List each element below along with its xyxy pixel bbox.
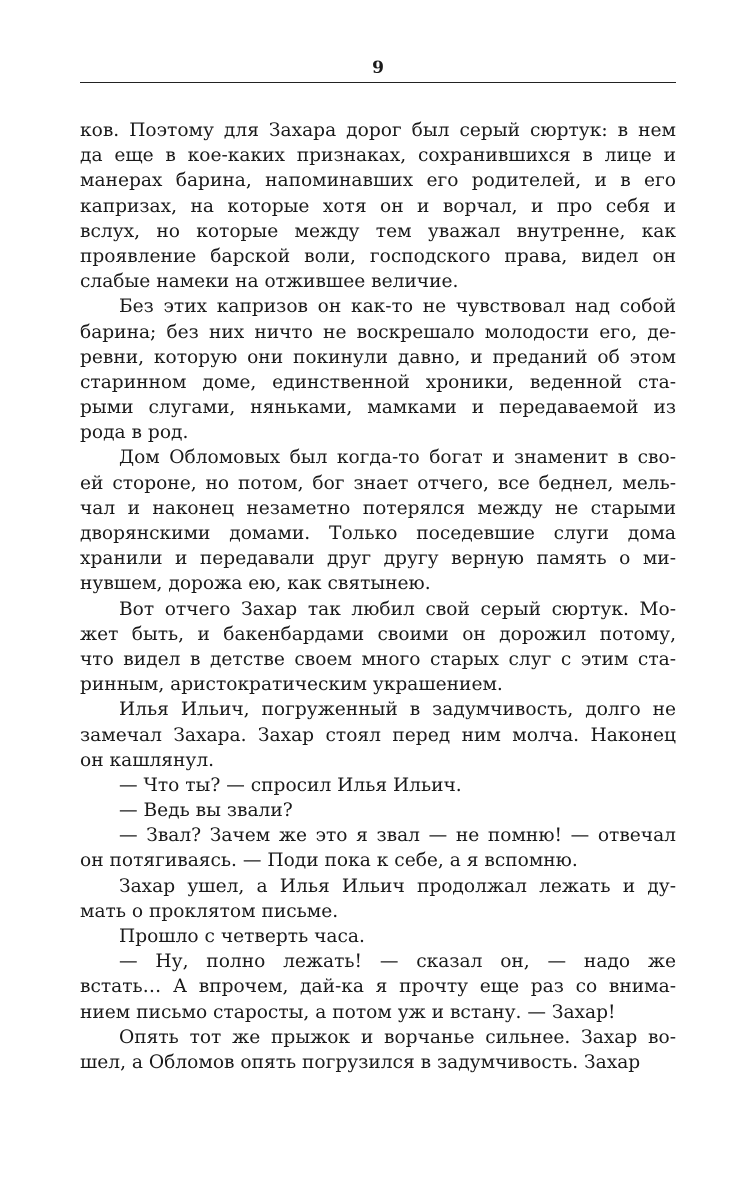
text-line: мать о проклятом письме. (80, 900, 339, 922)
text-line: ревни, которую они покинули давно, и преданий об этом (80, 346, 676, 368)
text-line: да еще в кое-каких признаках, сохранившихся в лице и (80, 145, 676, 167)
text-line: — Ну, полно лежать! — сказал он, — надо же (119, 951, 676, 973)
text-line: нувшем, дорожа ею, как святынею. (80, 573, 431, 595)
text-line: он кашлянул. (80, 749, 215, 771)
text-line: — Что ты? — спросил Илья Ильич. (119, 774, 462, 796)
text-line: рыми слугами, няньками, мамками и передаваемой из (80, 397, 676, 419)
text-line: шел, а Обломов опять погрузился в задумчивость. Захар (80, 1051, 641, 1073)
text-line: дворянскими домами. Только поседевшие слуги дома (80, 523, 676, 544)
text-line: хранили и передавали друг другу верную память о ми- (80, 548, 676, 570)
header-rule (80, 82, 676, 83)
text-line: что видел в детстве своем много старых слуг с этим ста- (80, 648, 676, 670)
paragraph (80, 294, 676, 445)
body-text (80, 118, 676, 1075)
paragraph (80, 798, 676, 823)
text-line: Без этих капризов он как-то не чувствовал над собой (119, 296, 676, 318)
paragraph (80, 823, 676, 873)
paragraph (80, 949, 676, 1025)
text-line: Вот отчего Захар так любил свой серый сюртук. Мо- (119, 598, 676, 620)
text-line: капризах, на которые хотя он и ворчал, и про себя и (80, 195, 676, 217)
text-line: замечал Захара. Захар стоял перед ним молча. Наконец (80, 724, 676, 746)
page-number: 9 (372, 58, 384, 78)
paragraph (80, 118, 676, 294)
paragraph (80, 445, 676, 596)
text-line: Дом Обломовых был когда-то богат и знаменит в сво- (119, 447, 676, 469)
text-line: встать… А впрочем, дай-ка я прочту еще раз со внима- (80, 976, 676, 998)
text-line: старинном доме, единственной хроники, веденной ста- (80, 371, 676, 393)
text-line: рода в род. (80, 422, 189, 444)
paragraph (80, 1025, 676, 1075)
text-line: слабые намеки на отжившее величие. (80, 271, 459, 293)
text-line: — Ведь вы звали? (119, 800, 293, 822)
paragraph (80, 773, 676, 798)
paragraph (80, 697, 676, 773)
text-line: он потягиваясь. — Поди пока к себе, а я вспомню. (80, 850, 578, 872)
text-line: проявление барской воли, господского права, видел он (80, 245, 676, 267)
paragraph (80, 597, 676, 698)
text-line: ей стороне, но потом, бог знает отчего, все беднел, мель- (80, 472, 676, 494)
text-line: жет быть, и бакенбардами своими он дорожил потому, (80, 623, 676, 645)
text-line: нием письмо старосты, а потом уж и встану. — Захар! (80, 1001, 616, 1023)
text-line: — Звал? Зачем же это я звал — не помню! — отвечал (119, 825, 676, 847)
text-line: чал и наконец незаметно потерялся между не старыми (80, 497, 676, 519)
text-line: ринным, аристократическим украшением. (80, 674, 503, 696)
paragraph (80, 924, 676, 949)
text-line: вслух, но которые между тем уважал внутренне, как (80, 220, 676, 242)
text-line: ков. Поэтому для Захара дорог был серый сюртук: в нем (80, 120, 676, 141)
text-line: Прошло с четверть часа. (119, 926, 365, 947)
text-line: барина; без них ничто не воскрешало молодости его, де- (80, 321, 676, 343)
text-line: манерах барина, напоминавших его родителей, и в его (80, 170, 676, 192)
text-line: Захар ушел, а Илья Ильич продолжал лежать и ду- (119, 875, 676, 897)
text-line: Опять тот же прыжок и ворчанье сильнее. Захар во- (119, 1026, 676, 1048)
text-line: Илья Ильич, погруженный в задумчивость, долго не (119, 699, 676, 721)
paragraph (80, 874, 676, 924)
